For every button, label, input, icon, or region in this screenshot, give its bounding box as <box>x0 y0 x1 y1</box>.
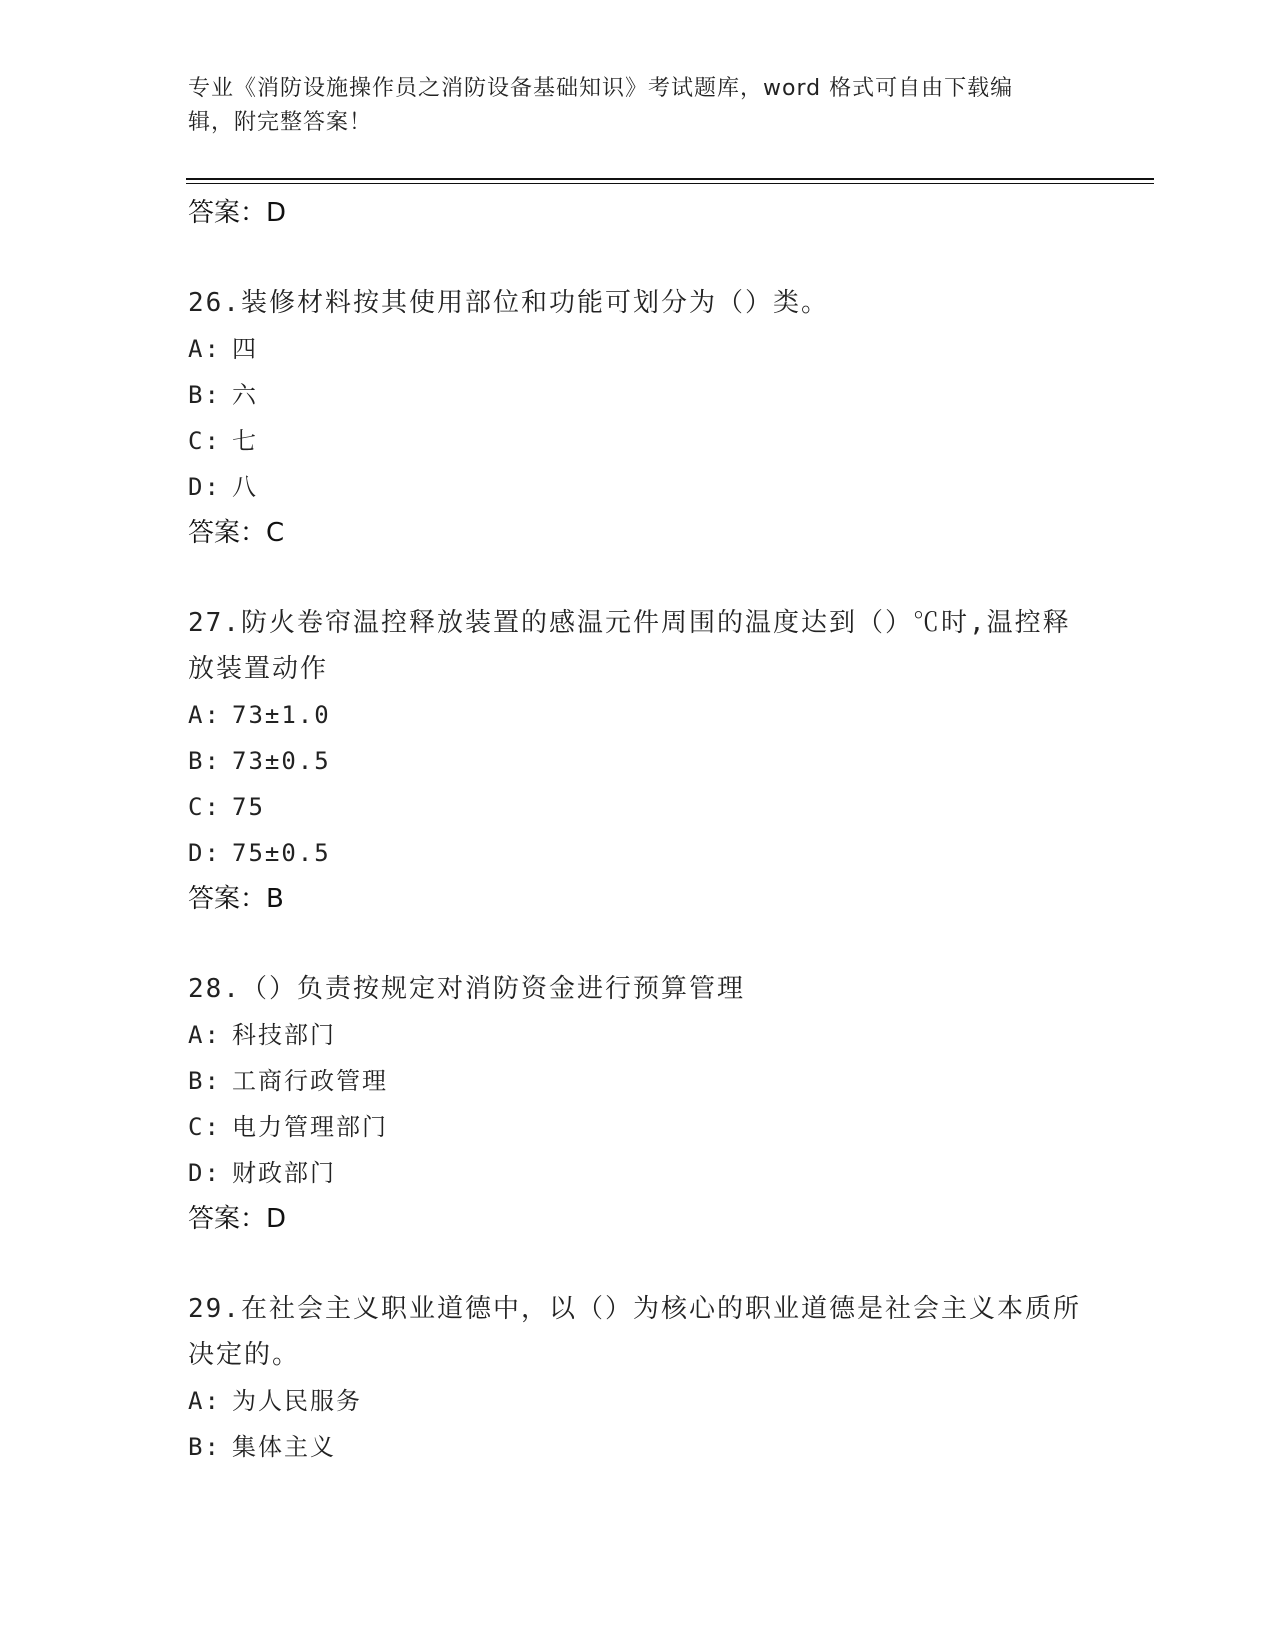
answer-line: 答案：C <box>188 518 285 548</box>
option-label: B: <box>188 747 221 775</box>
header-line-1: 专业《消防设施操作员之消防设备基础知识》考试题库，word 格式可自由下载编 <box>188 76 1014 101</box>
option-text: 工商行政管理 <box>232 1067 388 1095</box>
option-a <box>188 1378 1088 1424</box>
header-rule-thin <box>186 183 1154 184</box>
option-label: B: <box>188 1067 221 1095</box>
option-label: B: <box>188 1433 221 1461</box>
option-a <box>188 326 1088 372</box>
question-text: 29.在社会主义职业道德中，以（）为核心的职业道德是社会主义本质所决定的。 <box>188 1294 1081 1370</box>
option-c <box>188 784 1088 830</box>
option-b <box>188 738 1088 784</box>
answer-line: 答案：B <box>188 884 284 914</box>
option-a <box>188 1012 1088 1058</box>
option-label: B: <box>188 381 221 409</box>
option-text: 财政部门 <box>232 1159 336 1187</box>
option-text: 75 <box>232 793 265 821</box>
option-label: C: <box>188 793 221 821</box>
header-rule-thick <box>186 178 1154 180</box>
option-label: A: <box>188 335 221 363</box>
option-label: D: <box>188 473 221 501</box>
header-line-2: 辑，附完整答案！ <box>188 110 373 135</box>
option-text: 四 <box>232 335 258 363</box>
question-text: 26.装修材料按其使用部位和功能可划分为（）类。 <box>188 288 829 318</box>
option-text: 集体主义 <box>232 1433 336 1461</box>
option-b <box>188 1424 1088 1470</box>
option-b <box>188 1058 1088 1104</box>
option-text: 73±1.0 <box>232 701 331 729</box>
option-label: C: <box>188 1113 221 1141</box>
option-d <box>188 464 1088 510</box>
option-text: 为人民服务 <box>232 1387 362 1415</box>
question-list <box>188 190 1088 1470</box>
option-label: A: <box>188 1387 221 1415</box>
answer-line: 答案：D <box>188 198 287 228</box>
option-c <box>188 418 1088 464</box>
answer-line: 答案：D <box>188 1204 287 1234</box>
option-c <box>188 1104 1088 1150</box>
question-text: 27.防火卷帘温控释放装置的感温元件周围的温度达到（）℃时,温控释放装置动作 <box>188 608 1071 684</box>
option-d <box>188 830 1088 876</box>
option-d <box>188 1150 1088 1196</box>
option-text: 电力管理部门 <box>232 1113 388 1141</box>
option-text: 73±0.5 <box>232 747 331 775</box>
option-text: 科技部门 <box>232 1021 336 1049</box>
option-text: 75±0.5 <box>232 839 331 867</box>
option-label: C: <box>188 427 221 455</box>
document-header <box>188 72 1088 140</box>
option-label: D: <box>188 839 221 867</box>
option-text: 六 <box>232 381 258 409</box>
option-b <box>188 372 1088 418</box>
option-label: A: <box>188 701 221 729</box>
question-text: 28.（）负责按规定对消防资金进行预算管理 <box>188 974 745 1004</box>
option-label: D: <box>188 1159 221 1187</box>
option-text: 八 <box>232 473 258 501</box>
option-a <box>188 692 1088 738</box>
option-text: 七 <box>232 427 258 455</box>
option-label: A: <box>188 1021 221 1049</box>
